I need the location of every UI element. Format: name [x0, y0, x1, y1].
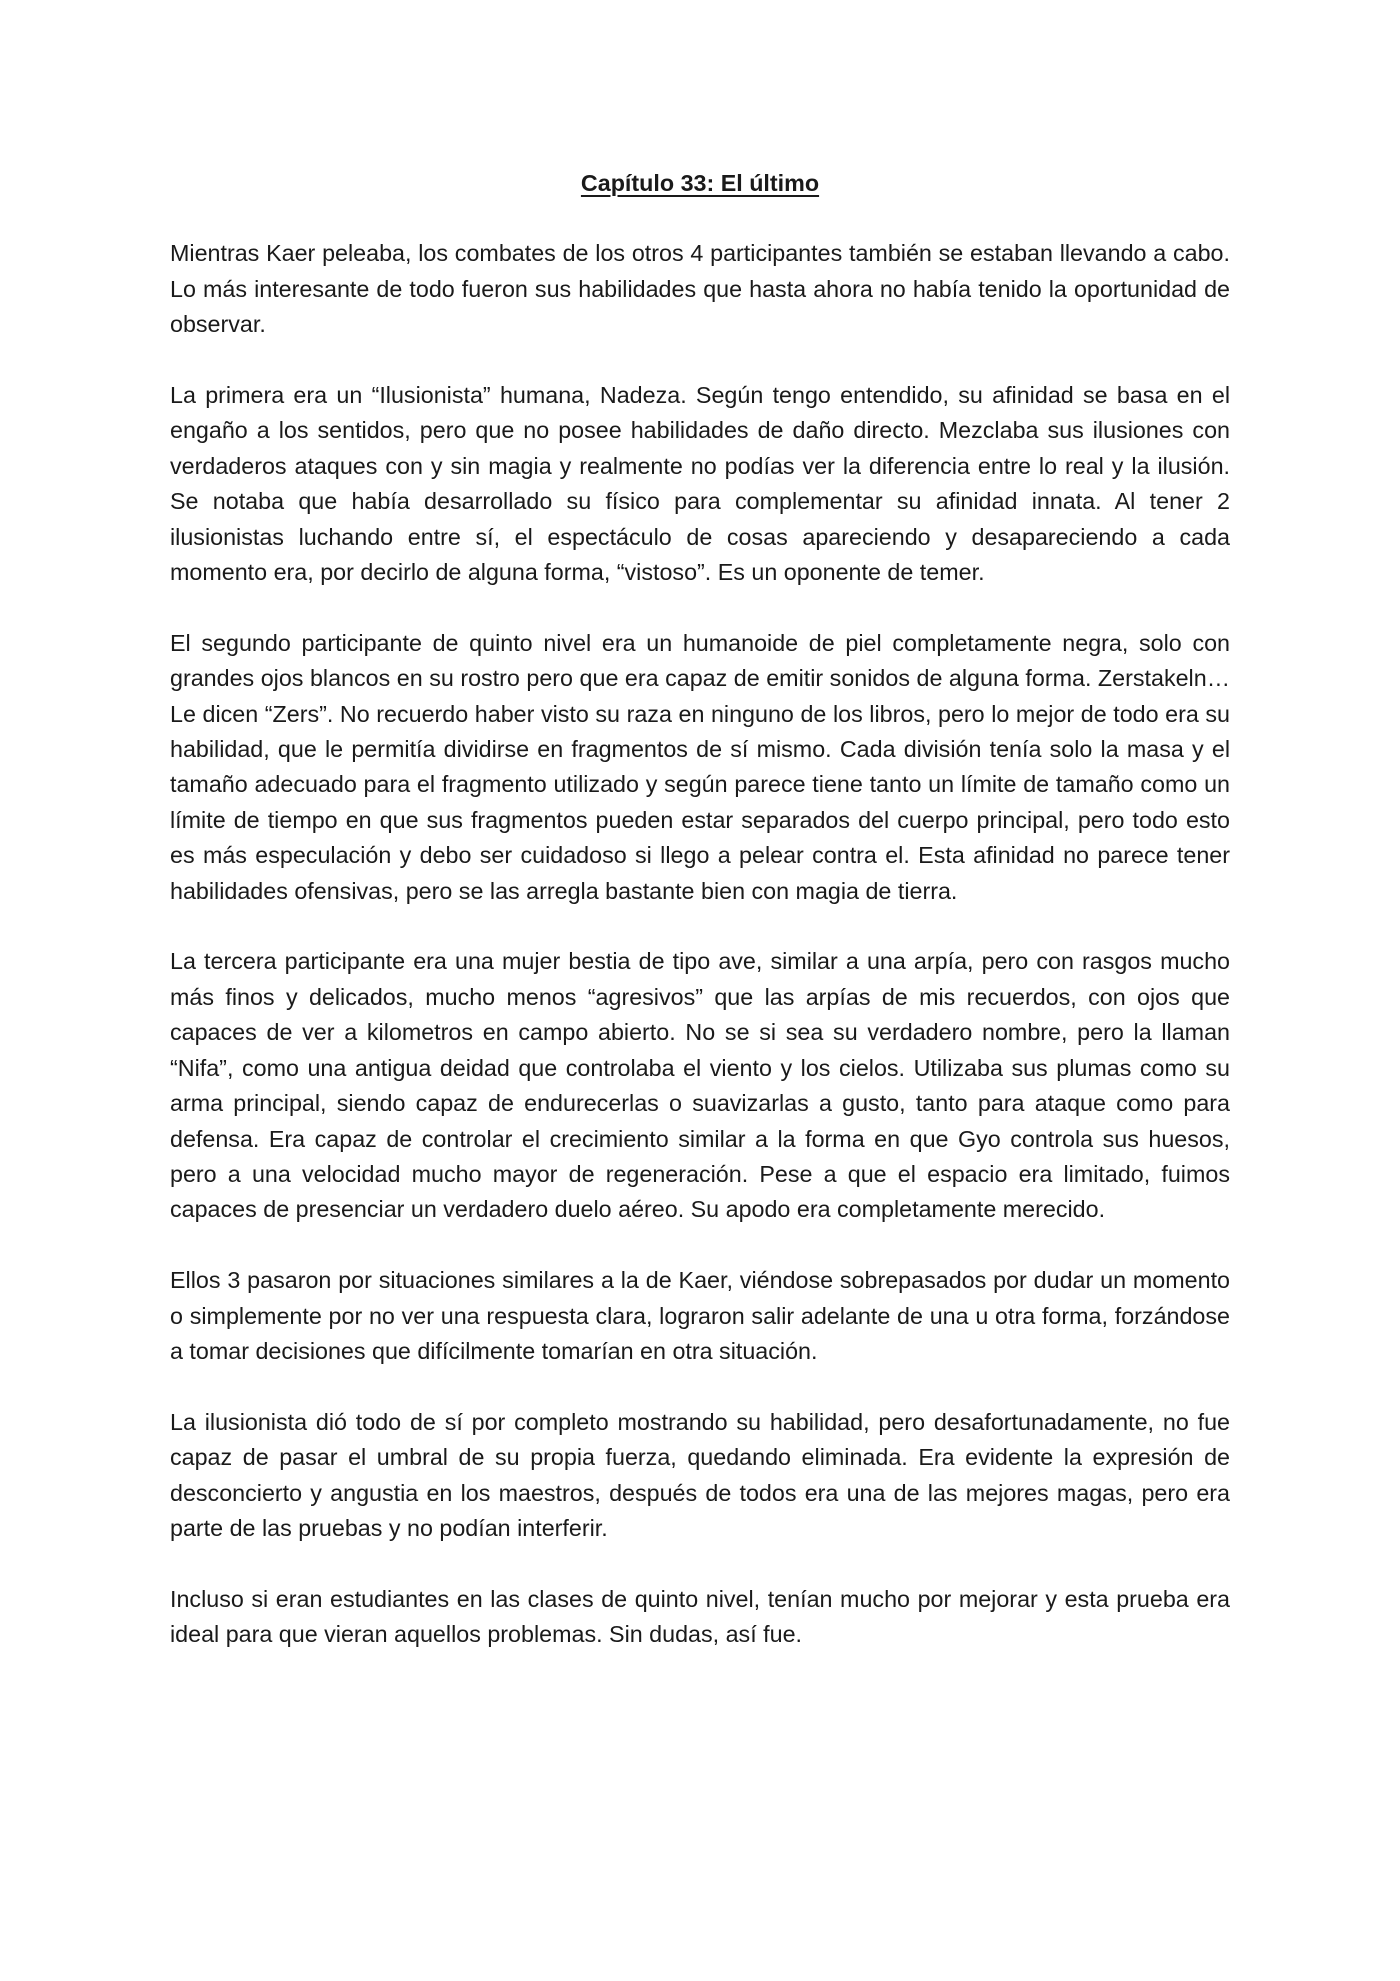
paragraph-3: El segundo participante de quinto nivel era un humanoide de piel completamente negra, solo con grandes ojos blancos en su rostro pero que era capaz de emitir sonidos de alguna forma. Zerstakeln… Le dicen “Zers”. No recuerdo haber visto su raza en ninguno de los libros, pero lo mejor de todo era su habilidad, que le permitía dividirse en fragmentos de sí mismo. Cada división tenía solo la masa y el tamaño adecuado para el fragmento utilizado y según parece tiene tanto un límite de tamaño como un límite de tiempo en que sus fragmentos pueden estar separados del cuerpo principal, pero todo esto es más especulación y debo ser cuidadoso si llego a pelear contra el. Esta afinidad no parece tener habilidades ofensivas, pero se las arregla bastante bien con magia de tierra.	[170, 629, 1230, 904]
paragraph-5: Ellos 3 pasaron por situaciones similares a la de Kaer, viéndose sobrepasados por dudar un momento o simplemente por no ver una respuesta clara, lograron salir adelante de una u otra forma, forzándose a tomar decisiones que difícilmente tomarían en otra situación.	[170, 1267, 1230, 1364]
chapter-title: Capítulo 33: El último	[580, 170, 820, 196]
paragraph-2: La primera era un “Ilusionista” humana, Nadeza. Según tengo entendido, su afinidad se basa en el engaño a los sentidos, pero que no posee habilidades de daño directo. Mezclaba sus ilusiones con verdaderos ataques con y sin magia y realmente no podías ver la diferencia entre lo real y la ilusión. Se notaba que había desarrollado su físico para complementar su afinidad innata. Al tener 2 ilusionistas luchando entre sí, el espectáculo de cosas apareciendo y desapareciendo a cada momento era, por decirlo de alguna forma, “vistoso”. Es un oponente de temer.	[170, 382, 1230, 586]
paragraph-6: La ilusionista dió todo de sí por completo mostrando su habilidad, pero desafortunadamente, no fue capaz de pasar el umbral de su propia fuerza, quedando eliminada. Era evidente la expresión de desconcierto y angustia en los maestros, después de todos era una de las mejores magas, pero era parte de las pruebas y no podían interferir.	[170, 1408, 1230, 1541]
document-body	[170, 166, 1230, 1688]
paragraph-7: Incluso si eran estudiantes en las clases de quinto nivel, tenían mucho por mejorar y esta prueba era ideal para que vieran aquellos problemas. Sin dudas, así fue.	[170, 1585, 1230, 1648]
paragraph-4: La tercera participante era una mujer bestia de tipo ave, similar a una arpía, pero con rasgos mucho más finos y delicados, mucho menos “agresivos” que las arpías de mis recuerdos, con ojos que capaces de ver a kilometros en campo abierto. No se si sea su verdadero nombre, pero la llaman “Nifa”, como una antigua deidad que controlaba el viento y los cielos. Utilizaba sus plumas como su arma principal, siendo capaz de endurecerlas o suavizarlas a gusto, tanto para ataque como para defensa. Era capaz de controlar el crecimiento similar a la forma en que Gyo controla sus huesos, pero a una velocidad mucho mayor de regeneración. Pese a que el espacio era limitado, fuimos capaces de presenciar un verdadero duelo aéreo. Su apodo era completamente merecido.	[170, 948, 1230, 1223]
paragraph-1: Mientras Kaer peleaba, los combates de los otros 4 participantes también se estaban llevando a cabo. Lo más interesante de todo fueron sus habilidades que hasta ahora no había tenido la oportunidad de observar.	[170, 240, 1230, 338]
